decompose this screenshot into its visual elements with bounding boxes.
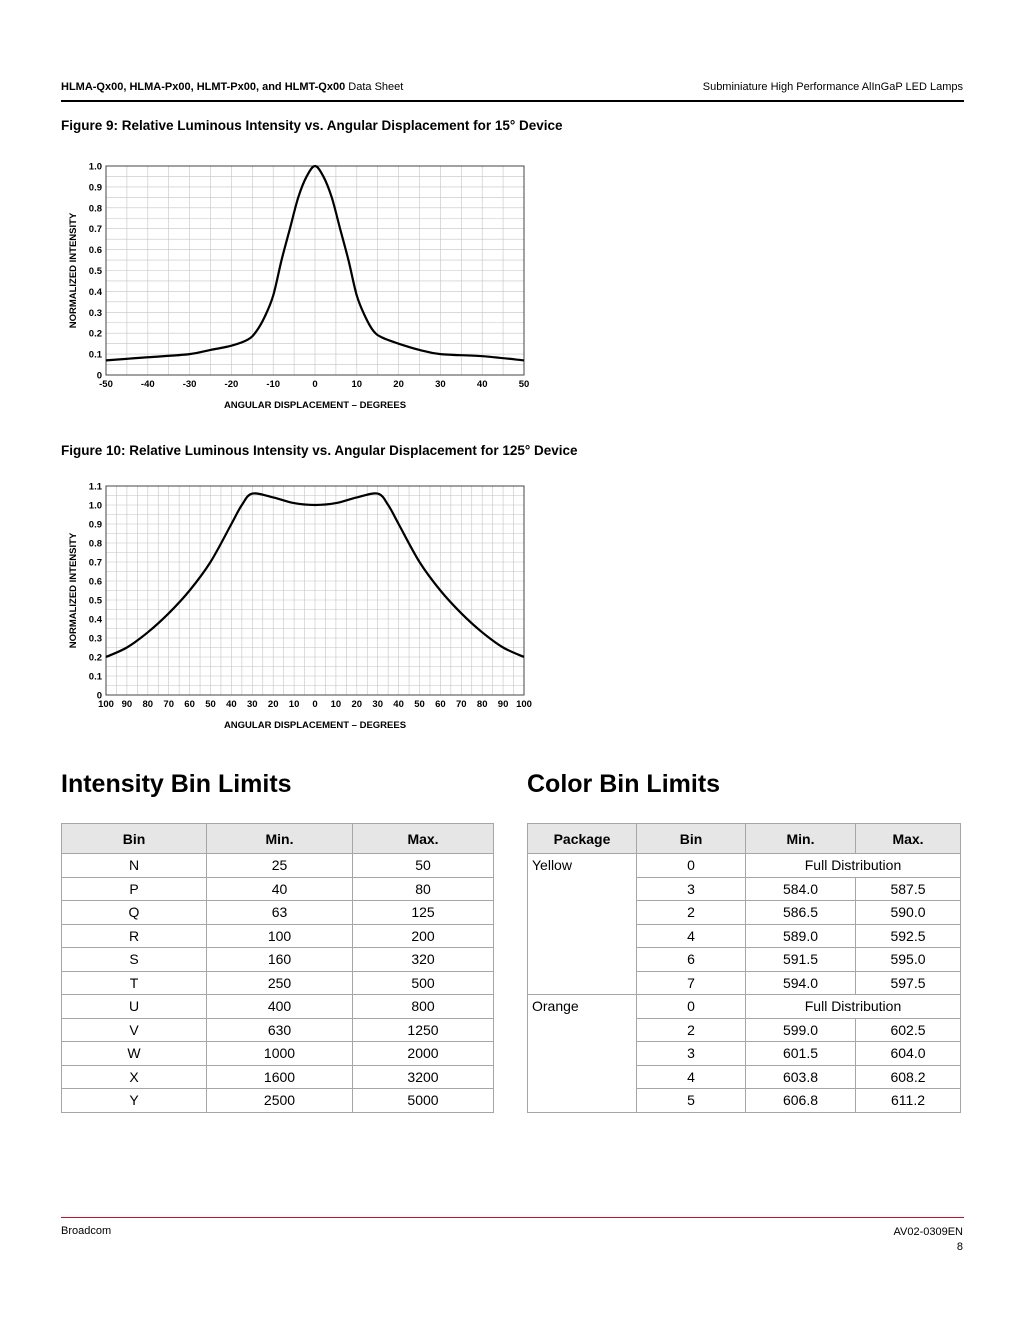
x-tick-label: -40	[140, 379, 155, 390]
cell-min: 589.0	[746, 924, 856, 948]
cell-bin: 5	[637, 1089, 746, 1113]
y-tick-label: 0.9	[88, 182, 102, 194]
x-axis-label: ANGULAR DISPLACEMENT – DEGREES	[223, 720, 407, 731]
header-part-numbers: HLMA-Qx00, HLMA-Px00, HLMT-Px00, and HLMT-Qx00	[61, 81, 346, 93]
y-tick-label: 0.4	[88, 614, 102, 626]
column-header-min: Min.	[746, 824, 856, 854]
y-tick-label: 1.0	[88, 161, 102, 173]
x-tick-label: 40	[393, 699, 404, 710]
cell-max: 3200	[353, 1065, 494, 1089]
cell-min: 630	[207, 1018, 353, 1042]
table-row	[528, 995, 961, 1019]
x-tick-label: 10	[330, 699, 342, 710]
cell-max: 602.5	[856, 1018, 961, 1042]
x-axis-label: ANGULAR DISPLACEMENT – DEGREES	[223, 400, 407, 411]
figure10-chart	[60, 470, 540, 740]
cell-min: 40	[207, 877, 353, 901]
figure10-title: Figure 10: Relative Luminous Intensity vs. Angular Displacement for 125° Device	[61, 443, 578, 458]
cell-full-distribution: Full Distribution	[746, 854, 961, 878]
x-tick-label: -50	[99, 379, 113, 390]
table-row	[62, 1089, 494, 1113]
cell-max: 587.5	[856, 877, 961, 901]
cell-package: Yellow	[528, 854, 637, 995]
cell-max: 125	[353, 901, 494, 925]
cell-max: 611.2	[856, 1089, 961, 1113]
cell-bin: 4	[637, 1065, 746, 1089]
x-tick-label: 60	[435, 699, 446, 710]
header-doc-title	[61, 81, 403, 93]
footer-rule	[61, 1217, 964, 1218]
table-row	[62, 877, 494, 901]
column-header-min: Min.	[207, 824, 353, 854]
cell-bin: 3	[637, 1042, 746, 1066]
x-tick-label: 30	[247, 699, 258, 710]
table-row	[62, 901, 494, 925]
cell-max: 800	[353, 995, 494, 1019]
figure9-chart	[60, 150, 540, 420]
x-tick-label: 80	[476, 699, 488, 710]
x-tick-label: -10	[266, 379, 281, 390]
cell-min: 160	[207, 948, 353, 972]
cell-bin: T	[62, 971, 207, 995]
cell-max: 500	[353, 971, 494, 995]
cell-max: 590.0	[856, 901, 961, 925]
table-row	[62, 854, 494, 878]
color-bin-title: Color Bin Limits	[527, 770, 721, 798]
y-tick-label: 0	[96, 690, 102, 702]
figure9-title: Figure 9: Relative Luminous Intensity vs. Angular Displacement for 15° Device	[61, 118, 563, 133]
x-tick-label: 30	[435, 379, 446, 390]
color-bin-table	[527, 823, 961, 1113]
column-header-max: Max.	[856, 824, 961, 854]
y-tick-label: 0.9	[88, 519, 102, 531]
column-header-bin: Bin	[62, 824, 207, 854]
x-tick-label: 90	[497, 699, 509, 710]
x-tick-label: 0	[312, 699, 318, 710]
x-tick-label: 100	[516, 699, 532, 710]
y-tick-label: 0.6	[88, 576, 102, 588]
y-tick-label: 0.3	[88, 307, 102, 319]
cell-min: 25	[207, 854, 353, 878]
x-tick-label: -20	[224, 379, 239, 390]
cell-max: 50	[353, 854, 494, 878]
cell-bin: N	[62, 854, 207, 878]
cell-bin: 4	[637, 924, 746, 948]
x-tick-label: 20	[351, 699, 363, 710]
y-tick-label: 0	[96, 370, 102, 382]
cell-bin: W	[62, 1042, 207, 1066]
cell-bin: 2	[637, 1018, 746, 1042]
cell-full-distribution: Full Distribution	[746, 995, 961, 1019]
cell-max: 604.0	[856, 1042, 961, 1066]
cell-bin: 0	[637, 995, 746, 1019]
cell-max: 2000	[353, 1042, 494, 1066]
cell-package: Orange	[528, 995, 637, 1113]
header-product-description: Subminiature High Performance AlInGaP LED Lamps	[702, 81, 963, 93]
cell-max: 597.5	[856, 971, 961, 995]
table-row	[62, 971, 494, 995]
y-tick-label: 0.2	[88, 652, 102, 664]
table-row	[62, 995, 494, 1019]
cell-bin: 2	[637, 901, 746, 925]
cell-min: 250	[207, 971, 353, 995]
page-number: 8	[956, 1241, 963, 1253]
cell-bin: U	[62, 995, 207, 1019]
cell-bin: R	[62, 924, 207, 948]
cell-max: 5000	[353, 1089, 494, 1113]
cell-min: 63	[207, 901, 353, 925]
cell-max: 1250	[353, 1018, 494, 1042]
y-tick-label: 0.5	[88, 595, 102, 607]
x-tick-label: 50	[205, 699, 216, 710]
table-row	[62, 1018, 494, 1042]
x-tick-label: 30	[372, 699, 383, 710]
y-tick-label: 0.3	[88, 633, 102, 645]
cell-bin: Y	[62, 1089, 207, 1113]
cell-min: 1000	[207, 1042, 353, 1066]
cell-min: 584.0	[746, 877, 856, 901]
cell-min: 2500	[207, 1089, 353, 1113]
intensity-bin-table	[61, 823, 494, 1113]
cell-bin: S	[62, 948, 207, 972]
cell-min: 100	[207, 924, 353, 948]
cell-min: 586.5	[746, 901, 856, 925]
cell-bin: 7	[637, 971, 746, 995]
y-tick-label: 1.1	[88, 481, 102, 493]
cell-max: 320	[353, 948, 494, 972]
cell-min: 591.5	[746, 948, 856, 972]
cell-bin: Q	[62, 901, 207, 925]
cell-max: 595.0	[856, 948, 961, 972]
x-tick-label: 50	[518, 379, 530, 390]
y-tick-label: 0.4	[88, 286, 102, 298]
x-tick-label: 70	[163, 699, 174, 710]
y-tick-label: 0.8	[88, 538, 102, 550]
y-tick-label: 0.1	[88, 671, 102, 683]
footer-info	[893, 1225, 963, 1255]
x-tick-label: 40	[226, 699, 237, 710]
cell-max: 200	[353, 924, 494, 948]
cell-max: 608.2	[856, 1065, 961, 1089]
table-header-row	[62, 824, 494, 854]
cell-min: 603.8	[746, 1065, 856, 1089]
y-tick-label: 0.2	[88, 328, 102, 340]
x-tick-label: 50	[414, 699, 425, 710]
y-tick-label: 0.5	[88, 266, 102, 277]
table-header-row	[528, 824, 961, 854]
table-row	[62, 1065, 494, 1089]
header-doc-type: Data Sheet	[348, 81, 404, 93]
column-header-bin: Bin	[637, 824, 746, 854]
x-tick-label: 60	[184, 699, 195, 710]
table-row	[62, 948, 494, 972]
y-axis-label: NORMALIZED INTENSITY	[68, 532, 79, 649]
x-tick-label: 10	[288, 699, 300, 710]
cell-min: 601.5	[746, 1042, 856, 1066]
y-tick-label: 0.8	[88, 203, 102, 215]
column-header-max: Max.	[353, 824, 494, 854]
footer-company: Broadcom	[61, 1225, 112, 1237]
y-tick-label: 0.6	[88, 245, 102, 257]
column-header-package: Package	[528, 824, 637, 854]
cell-max: 592.5	[856, 924, 961, 948]
cell-max: 80	[353, 877, 494, 901]
cell-bin: X	[62, 1065, 207, 1089]
cell-bin: P	[62, 877, 207, 901]
x-tick-label: 0	[312, 379, 318, 390]
x-tick-label: 90	[121, 699, 133, 710]
x-tick-label: 70	[456, 699, 467, 710]
cell-bin: 0	[637, 854, 746, 878]
header-rule	[61, 100, 964, 102]
footer-doc-id: AV02-0309EN	[893, 1226, 963, 1238]
x-tick-label: 100	[98, 699, 114, 710]
y-tick-label: 0.7	[88, 224, 102, 236]
cell-min: 599.0	[746, 1018, 856, 1042]
y-tick-label: 0.7	[88, 557, 102, 569]
table-row	[528, 854, 961, 878]
x-tick-label: 20	[267, 699, 279, 710]
x-tick-label: 40	[476, 379, 488, 390]
cell-min: 400	[207, 995, 353, 1019]
cell-min: 606.8	[746, 1089, 856, 1113]
x-tick-label: 80	[142, 699, 154, 710]
table-row	[62, 924, 494, 948]
intensity-bin-title: Intensity Bin Limits	[61, 770, 292, 798]
cell-bin: V	[62, 1018, 207, 1042]
cell-min: 594.0	[746, 971, 856, 995]
y-tick-label: 0.1	[88, 349, 102, 361]
x-tick-label: -30	[182, 379, 197, 390]
x-tick-label: 20	[393, 379, 404, 390]
table-row	[62, 1042, 494, 1066]
cell-bin: 6	[637, 948, 746, 972]
y-axis-label: NORMALIZED INTENSITY	[68, 212, 79, 329]
y-tick-label: 1.0	[88, 500, 102, 512]
cell-bin: 3	[637, 877, 746, 901]
x-tick-label: 10	[351, 379, 363, 390]
cell-min: 1600	[207, 1065, 353, 1089]
